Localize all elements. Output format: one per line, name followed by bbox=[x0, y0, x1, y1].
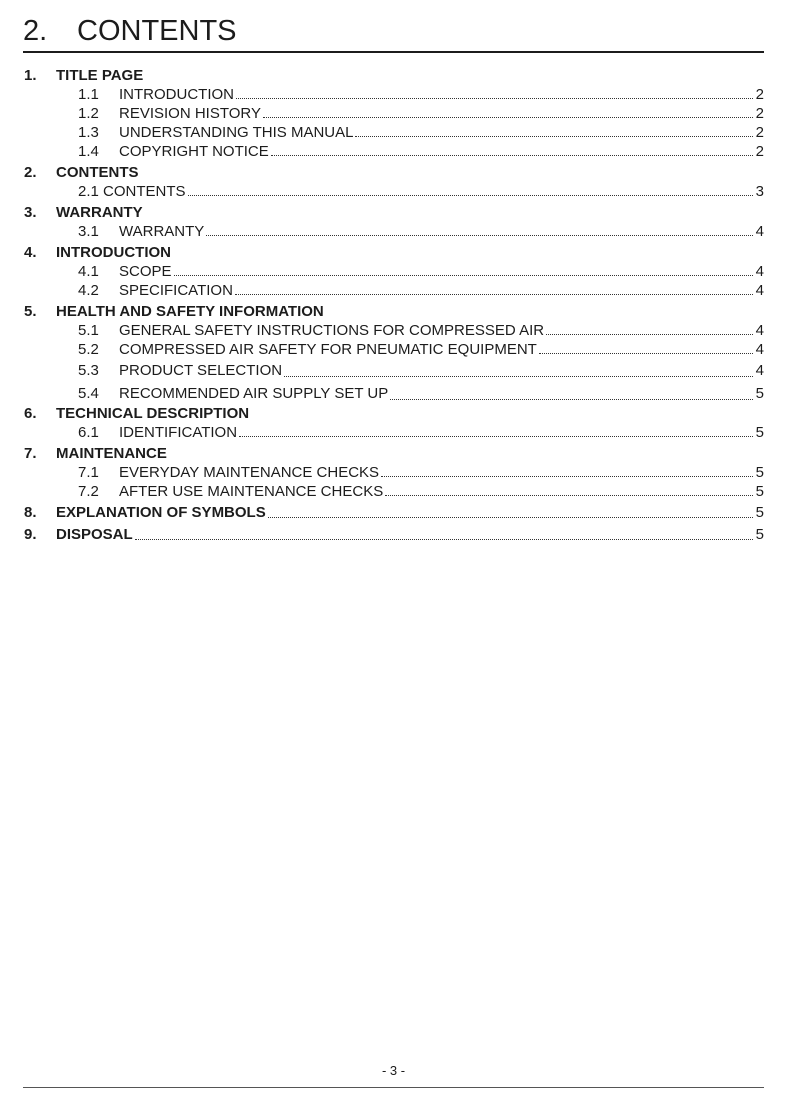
dot-leader bbox=[135, 538, 753, 540]
dot-leader bbox=[188, 194, 753, 196]
toc-entry-number: 5.3 bbox=[78, 362, 99, 379]
toc-section-title[interactable] bbox=[24, 204, 764, 222]
toc-entry-number: 7.1 bbox=[78, 464, 99, 481]
toc-entry[interactable] bbox=[24, 359, 764, 382]
toc-section-label: INTRODUCTION bbox=[56, 244, 171, 261]
dot-leader bbox=[174, 274, 753, 276]
toc-entry-page: 4 bbox=[755, 341, 764, 358]
toc-entry-page: 2 bbox=[755, 86, 764, 103]
dot-leader bbox=[381, 475, 753, 477]
toc-entry-page: 5 bbox=[755, 385, 764, 402]
toc-section-label: TECHNICAL DESCRIPTION bbox=[56, 405, 250, 422]
dot-leader bbox=[268, 516, 753, 518]
toc-entry-page: 4 bbox=[755, 223, 764, 240]
toc-entry[interactable] bbox=[24, 281, 764, 300]
toc-entry-label: AFTER USE MAINTENANCE CHECKS bbox=[119, 483, 384, 500]
toc-entry-page: 5 bbox=[755, 464, 764, 481]
toc-entry-page: 5 bbox=[755, 526, 764, 543]
toc-entry-number: 4.1 bbox=[78, 263, 99, 280]
toc-section-number: 4. bbox=[24, 244, 37, 261]
dot-leader bbox=[235, 293, 753, 295]
toc-section-title[interactable] bbox=[24, 244, 764, 262]
toc-entry[interactable] bbox=[24, 382, 764, 405]
dot-leader bbox=[284, 375, 753, 377]
toc-entry-label: GENERAL SAFETY INSTRUCTIONS FOR COMPRESSED AIR bbox=[119, 322, 545, 339]
toc-section-entry[interactable] bbox=[24, 525, 764, 545]
toc-section-number: 2. bbox=[24, 164, 37, 181]
dot-leader bbox=[271, 154, 753, 156]
toc-entry-number: 1.3 bbox=[78, 124, 99, 141]
toc-entry-label: EVERYDAY MAINTENANCE CHECKS bbox=[119, 464, 380, 481]
toc-entry-label: PRODUCT SELECTION bbox=[119, 362, 283, 379]
toc-entry-label: IDENTIFICATION bbox=[119, 424, 238, 441]
toc-section-title[interactable] bbox=[24, 164, 764, 182]
dot-leader bbox=[206, 234, 753, 236]
toc-entry[interactable] bbox=[24, 123, 764, 142]
toc-entry-label: UNDERSTANDING THIS MANUAL bbox=[119, 124, 354, 141]
page-number: - 3 - bbox=[381, 1063, 406, 1078]
toc-entry[interactable] bbox=[24, 423, 764, 442]
toc-entry-page: 4 bbox=[755, 263, 764, 280]
toc-entry-label: WARRANTY bbox=[119, 223, 205, 240]
toc-section-number: 3. bbox=[24, 204, 37, 221]
toc-entry-number: 3.1 bbox=[78, 223, 99, 240]
toc-entry-number: 6.1 bbox=[78, 424, 99, 441]
toc-entry-number: 4.2 bbox=[78, 282, 99, 299]
dot-leader bbox=[546, 333, 753, 335]
toc-entry-number: 5.2 bbox=[78, 341, 99, 358]
toc-entry-label: INTRODUCTION bbox=[119, 86, 234, 103]
toc-section-title[interactable] bbox=[24, 445, 764, 463]
toc-entry-page: 5 bbox=[755, 424, 764, 441]
dot-leader bbox=[390, 398, 753, 400]
toc-entry-page: 2 bbox=[755, 143, 764, 160]
toc-entry[interactable] bbox=[24, 482, 764, 501]
toc-section-label: MAINTENANCE bbox=[56, 445, 167, 462]
toc-section-title[interactable] bbox=[24, 405, 764, 423]
toc-entry-number: 1.4 bbox=[78, 143, 99, 160]
toc-entry[interactable] bbox=[24, 340, 764, 359]
toc-entry[interactable] bbox=[24, 463, 764, 482]
dot-leader bbox=[355, 135, 753, 137]
toc-entry[interactable] bbox=[24, 222, 764, 241]
toc-section-title[interactable] bbox=[24, 67, 764, 85]
toc-entry-page: 4 bbox=[755, 362, 764, 379]
toc-entry-label: 2.1 CONTENTS bbox=[78, 183, 186, 200]
toc-entry-label: RECOMMENDED AIR SUPPLY SET UP bbox=[119, 385, 389, 402]
toc-entry-page: 2 bbox=[755, 105, 764, 122]
toc-section-title[interactable] bbox=[24, 303, 764, 321]
toc-entry-page: 3 bbox=[755, 183, 764, 200]
toc-section-label: CONTENTS bbox=[56, 164, 139, 181]
toc-entry-label: REVISION HISTORY bbox=[119, 105, 261, 122]
toc-entry-page: 5 bbox=[755, 483, 764, 500]
page-title-number: 2. bbox=[23, 15, 48, 47]
toc-entry-label: SPECIFICATION bbox=[119, 282, 233, 299]
toc-section-label: WARRANTY bbox=[56, 204, 143, 221]
toc-entry-label: COMPRESSED AIR SAFETY FOR PNEUMATIC EQUIPMENT bbox=[119, 341, 537, 358]
toc-section-number: 9. bbox=[24, 526, 37, 543]
dot-leader bbox=[236, 97, 753, 99]
toc-section-label: HEALTH AND SAFETY INFORMATION bbox=[56, 303, 324, 320]
toc-section-number: 7. bbox=[24, 445, 37, 462]
toc-section-label: TITLE PAGE bbox=[56, 67, 144, 84]
toc-entry[interactable] bbox=[24, 104, 764, 123]
dot-leader bbox=[263, 116, 753, 118]
toc-entry-page: 5 bbox=[755, 504, 764, 521]
toc-entry-page: 4 bbox=[755, 322, 764, 339]
toc-section-label: EXPLANATION OF SYMBOLS bbox=[56, 504, 266, 521]
toc-entry-page: 4 bbox=[755, 282, 764, 299]
dot-leader bbox=[385, 494, 753, 496]
toc-entry[interactable] bbox=[24, 85, 764, 104]
title-rule bbox=[23, 51, 764, 53]
toc-section-number: 6. bbox=[24, 405, 37, 422]
toc-entry-label: SCOPE bbox=[119, 263, 172, 280]
toc-entry-number: 1.1 bbox=[78, 86, 99, 103]
dot-leader bbox=[539, 352, 753, 354]
toc-entry[interactable] bbox=[24, 182, 764, 201]
toc-section-label: DISPOSAL bbox=[56, 526, 133, 543]
toc-entry[interactable] bbox=[24, 262, 764, 281]
toc-section-number: 8. bbox=[24, 504, 37, 521]
toc-entry-number: 5.4 bbox=[78, 385, 99, 402]
toc-entry-number: 1.2 bbox=[78, 105, 99, 122]
toc-entry-number: 5.1 bbox=[78, 322, 99, 339]
toc-section-entry[interactable] bbox=[24, 503, 764, 523]
toc-section-number: 1. bbox=[24, 67, 37, 84]
toc-entry-label: COPYRIGHT NOTICE bbox=[119, 143, 269, 160]
toc-section-number: 5. bbox=[24, 303, 37, 320]
table-of-contents bbox=[24, 67, 764, 545]
toc-entry-page: 2 bbox=[755, 124, 764, 141]
page-title bbox=[23, 14, 237, 48]
page-title-text: CONTENTS bbox=[77, 15, 237, 47]
dot-leader bbox=[239, 435, 753, 437]
toc-entry[interactable] bbox=[24, 321, 764, 340]
footer-rule bbox=[23, 1087, 764, 1088]
toc-entry-number: 7.2 bbox=[78, 483, 99, 500]
toc-entry[interactable] bbox=[24, 142, 764, 161]
